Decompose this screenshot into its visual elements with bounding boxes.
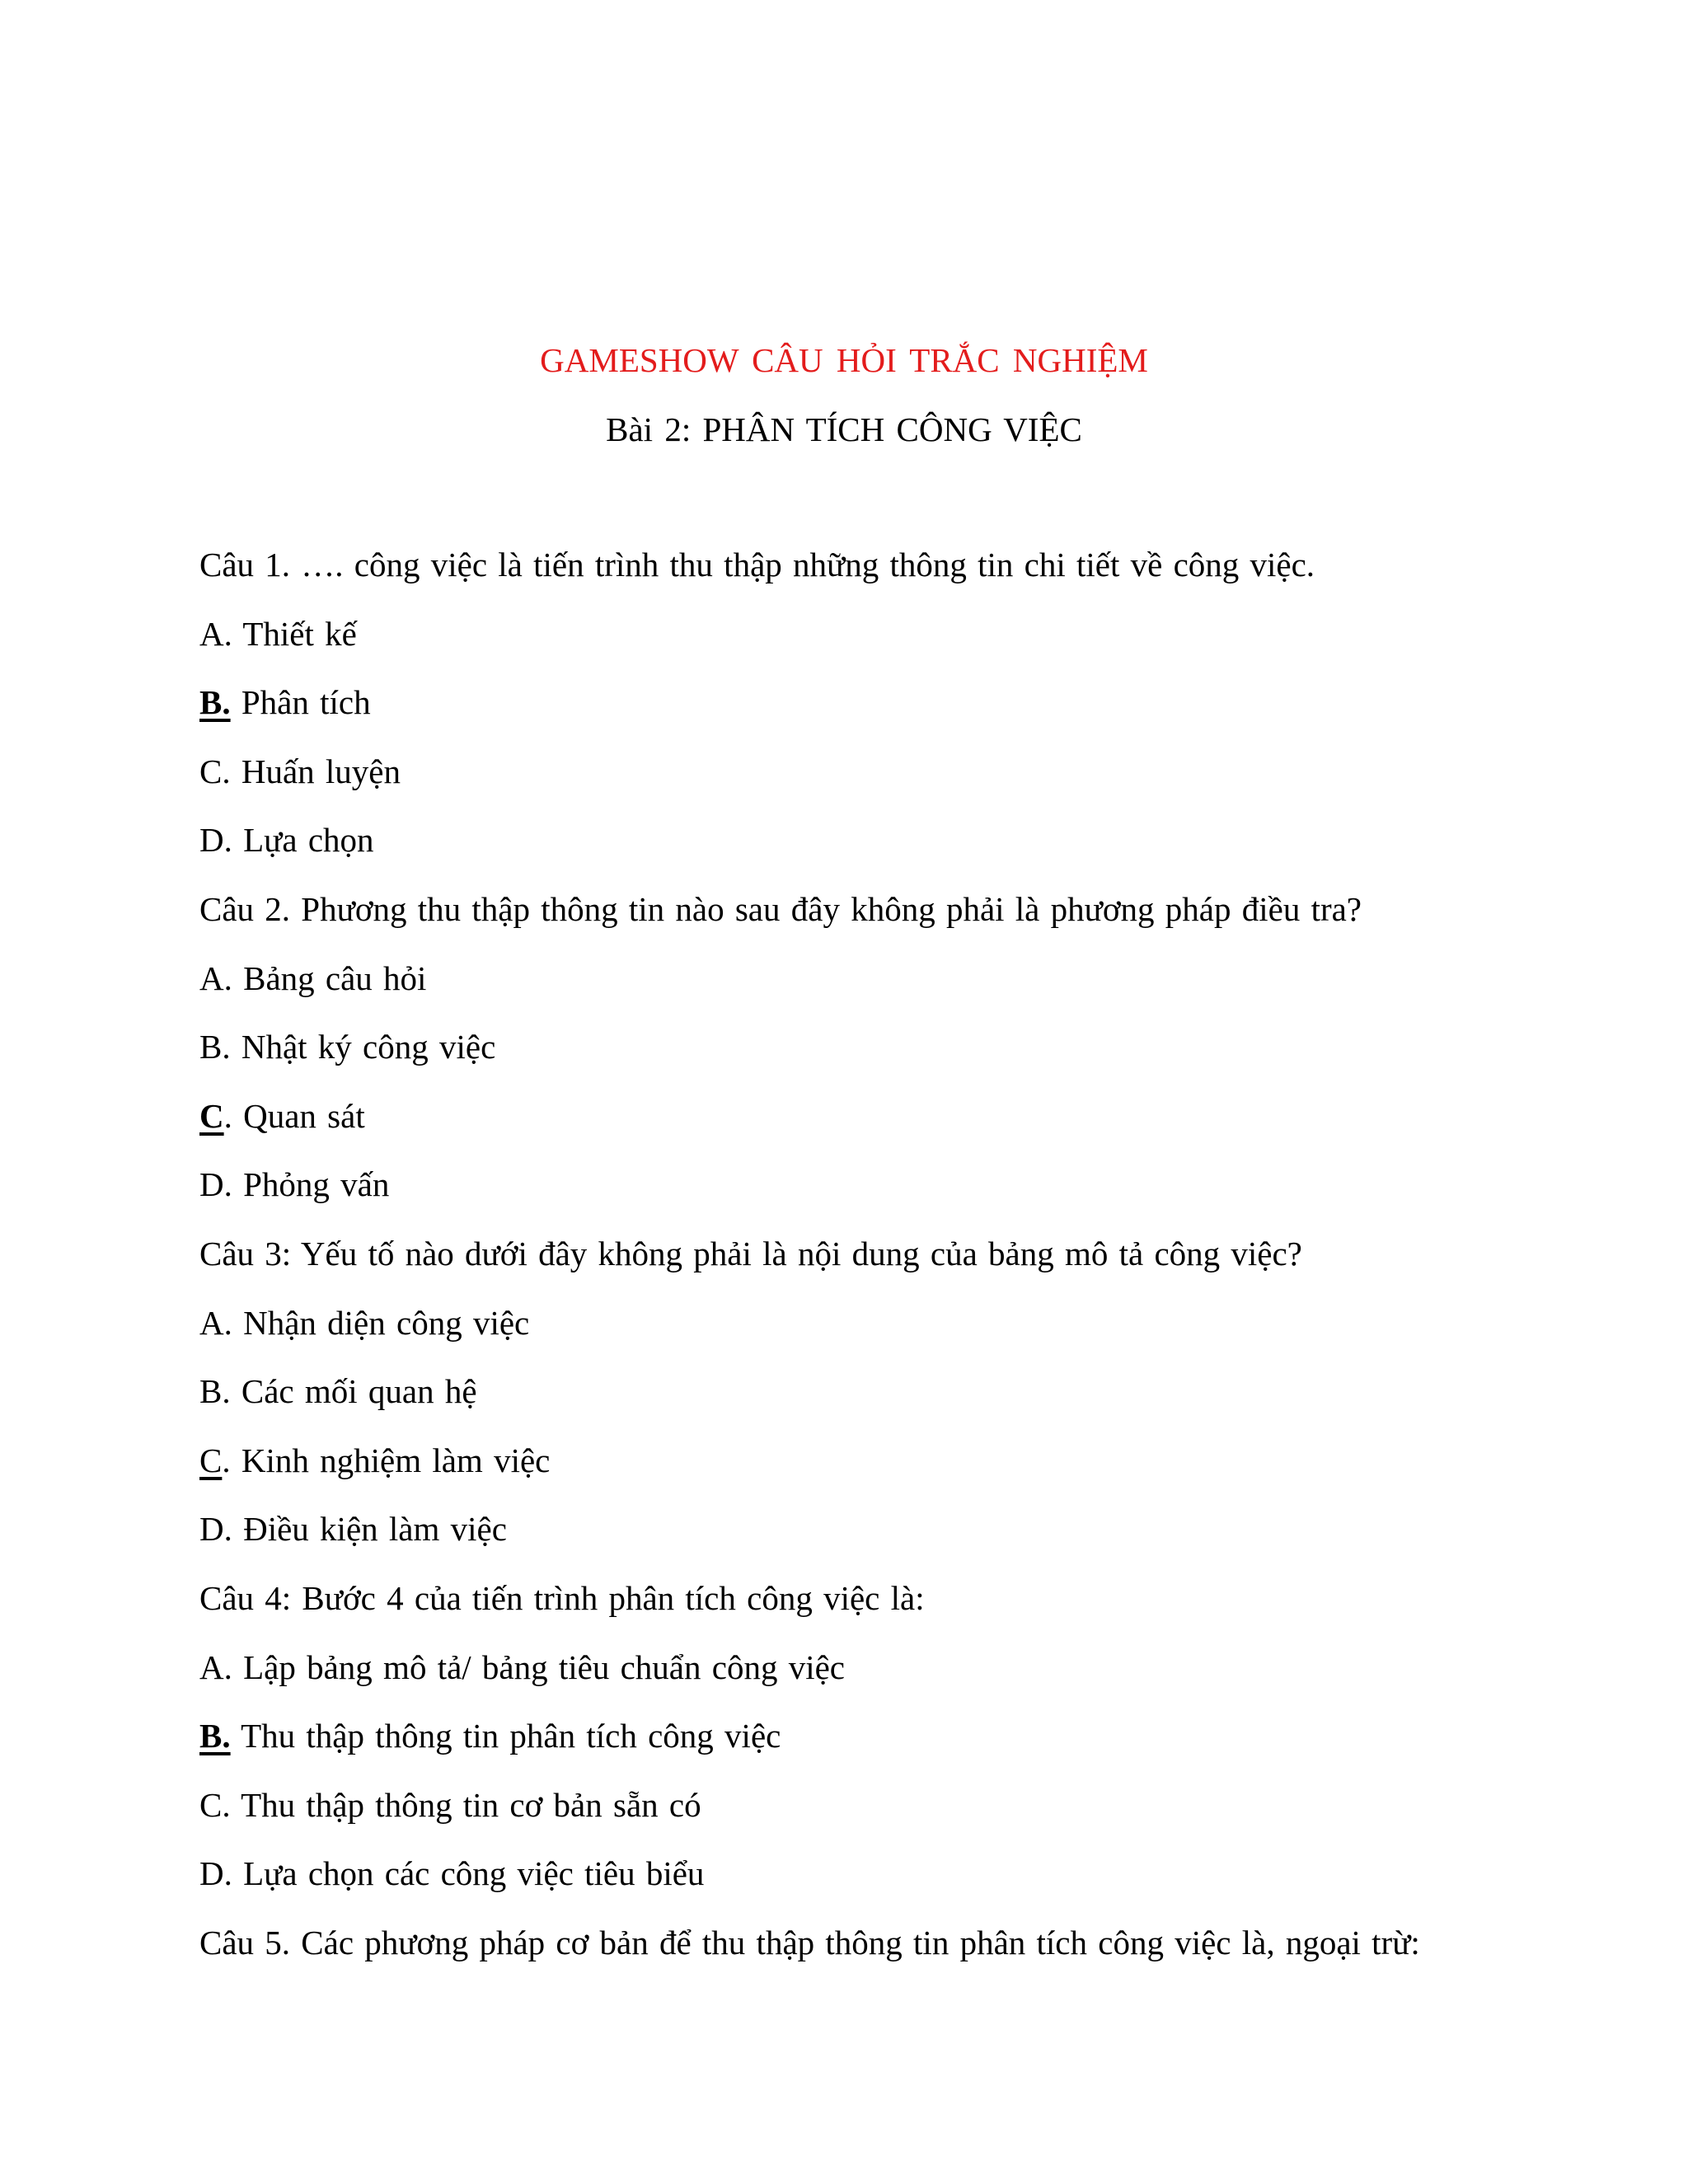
option-label: D. [199, 1854, 232, 1893]
option-text: Phân tích [230, 683, 371, 722]
option-label: D. [199, 821, 232, 860]
correct-option-label: B. [199, 1717, 231, 1755]
option-text: Các mối quan hệ [230, 1372, 477, 1411]
option-text: Huấn luyện [230, 752, 401, 790]
answer-option [199, 1164, 1535, 1233]
option-text: Nhật ký công việc [230, 1028, 496, 1066]
answer-option [199, 1647, 1535, 1716]
question-text: Câu 2. Phương thu thập thông tin nào sau đây không phải là phương pháp điều tra? [199, 889, 1362, 928]
answer-option-correct [199, 1440, 1535, 1509]
option-label: A. [199, 958, 232, 997]
option-label: C. [199, 752, 231, 790]
answer-option [199, 958, 1535, 1027]
option-text: Lựa chọn các công việc tiêu biểu [232, 1854, 705, 1893]
option-text: Thiết kế [232, 614, 357, 653]
answer-option [199, 1853, 1535, 1922]
page-title: GAMESHOW CÂU HỎI TRẮC NGHIỆM [540, 341, 1148, 379]
answer-option-correct [199, 1095, 1535, 1165]
answer-option-correct [199, 1715, 1535, 1784]
question-text: Câu 1. …. công việc là tiến trình thu thập những thông tin chi tiết về công việc. [199, 546, 1315, 583]
option-label: C. [199, 1785, 231, 1824]
page-subtitle: Bài 2: PHÂN TÍCH CÔNG VIỆC [606, 410, 1082, 448]
option-text: Thu thập thông tin phân tích công việc [230, 1717, 781, 1755]
answer-option [199, 1302, 1535, 1371]
option-label: A. [199, 614, 232, 653]
answer-option [199, 1026, 1535, 1095]
option-text: . Quan sát [223, 1096, 365, 1135]
question-text: Câu 5. Các phương pháp cơ bản để thu thập thông tin phân tích công việc là, ngoại trừ: [199, 1923, 1420, 1961]
correct-option-label: C [199, 1441, 223, 1479]
option-text: Phỏng vấn [232, 1165, 390, 1204]
answer-option [199, 1371, 1535, 1440]
question-text: Câu 4: Bước 4 của tiến trình phân tích công việc là: [199, 1578, 925, 1617]
correct-option-label: B. [199, 683, 231, 722]
option-label: A. [199, 1647, 232, 1686]
answer-option [199, 819, 1535, 888]
answer-option [199, 613, 1535, 682]
answer-option [199, 1784, 1535, 1854]
option-label: D. [199, 1165, 232, 1204]
option-text: Thu thập thông tin cơ bản sẵn có [230, 1785, 701, 1824]
option-text: Bảng câu hỏi [232, 958, 427, 997]
answer-option-correct [199, 682, 1535, 751]
option-text: Nhận diện công việc [232, 1303, 530, 1342]
option-label: D. [199, 1510, 232, 1549]
option-text: Lựa chọn [232, 821, 374, 860]
option-label: B. [199, 1028, 231, 1066]
option-text: Lập bảng mô tả/ bảng tiêu chuẩn công việc [232, 1647, 845, 1686]
option-label: B. [199, 1372, 231, 1411]
question-text: Câu 3: Yếu tố nào dưới đây không phải là nội dung của bảng mô tả công việc? [199, 1234, 1302, 1272]
question-list [199, 544, 1535, 1990]
answer-option [199, 751, 1535, 820]
correct-option-label: C [199, 1096, 224, 1135]
option-label: A. [199, 1303, 232, 1342]
answer-option [199, 1508, 1535, 1577]
option-text: . Kinh nghiệm làm việc [222, 1441, 551, 1479]
option-text: Điều kiện làm việc [232, 1510, 507, 1549]
